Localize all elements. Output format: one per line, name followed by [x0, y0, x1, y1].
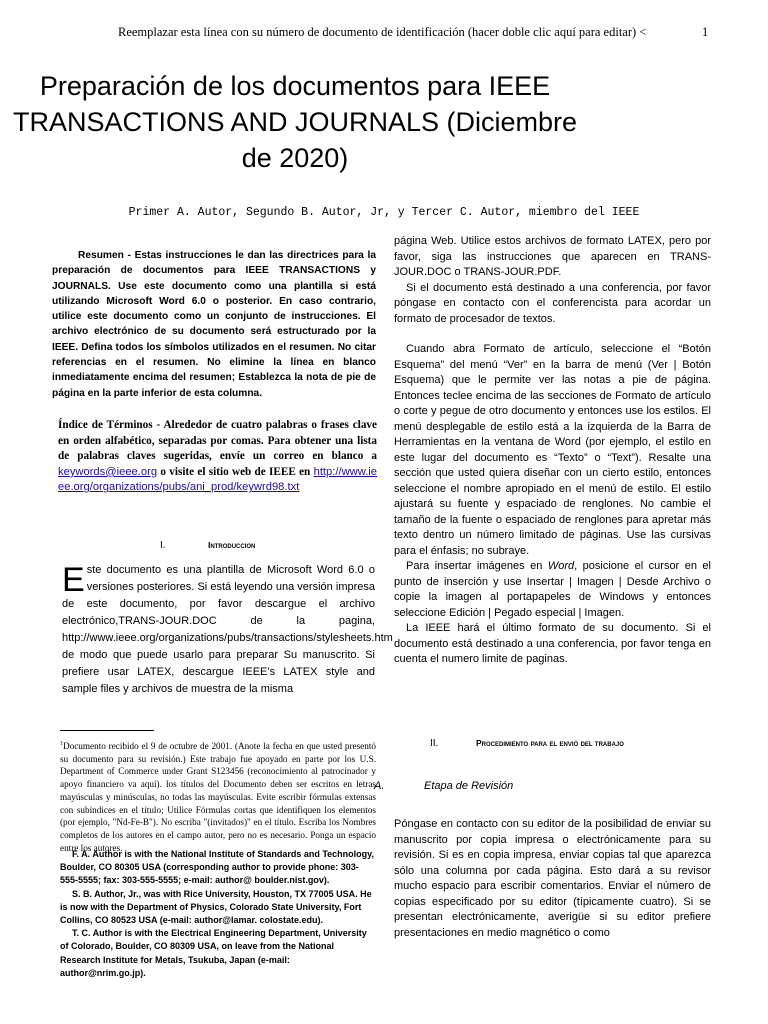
index-terms-middle: o visite el sitio web de IEEE en — [160, 465, 311, 478]
col2-p4-italic: Word — [547, 560, 575, 572]
running-head: Reemplazar esta línea con su número de documento de identificación (hacer doble clic aquí para editar) < — [118, 25, 647, 39]
col2-paragraph-5: La IEEE hará el último formato de su documento. Si el documento está destinado a una conferencia, por favor tenga en cuenta el numero limite de paginas. — [394, 622, 711, 665]
subsection-a-title: Etapa de Revisión — [424, 780, 514, 792]
author-affiliations — [60, 848, 376, 980]
section-1-body — [62, 561, 393, 698]
col2-paragraph-2: Si el documento está destinado a una conferencia, por favor póngase en contacto con el conferencista para acordar un formato de procesador de textos. — [394, 281, 711, 325]
column-2-text — [394, 234, 711, 668]
keywords-email-link[interactable]: keywords@ieee.org — [58, 465, 158, 478]
page-title: Preparación de los documentos para IEEE TRANSACTIONS AND JOURNALS (Diciembre de 2020) — [12, 71, 578, 173]
col2-p4-after: , posicione el cursor en el punto de inserción y use Insertar | Imagen | Desde Archivo o copie la imagen al portapapeles de Windows y entonces seleccione Edición | Pegado especial | Imagen. — [394, 560, 711, 619]
section-1-title: Introduccion — [208, 540, 256, 550]
index-terms-text: Índice de Términos - Alrededor de cuatro palabras o frases clave en orden alfabético, separadas por comas. Para obtener una lista de palabras claves sugeridas, envíe un correo en blanco a — [58, 419, 377, 463]
footnote-received-text: Documento recibido el 9 de octubre de 2001. (Anote la fecha en que usted presentó su documento para su revisión.) Este trabajo fue apoyado en parte por los U.S. Department of Commerce under Grant S123456 (reconocimiento al patrocinador y apoyo financiero va aquí). los títulos del Documento deben ser escritos en letras mayúsculas y minúsculas, no todas las mayúsculas. Evite escribir fórmulas extensas con subíndices en el título; Utilice Fórmulas cortas que identifiquen los elementos (por ejemplo, "Nd-Fe-B"). No escriba "(invitados)" en el título. Escriba los Nombres completos de los autores en el campo autor, pero no es necesario. Ponga un espacio entre los autores. — [60, 741, 376, 853]
section-2-body: Póngase en contacto con su editor de la posibilidad de enviar su manuscrito por copia impresa o electrónicamente para su revisión. Si es en copia impresa, enviar copias tal que aparezca sólo una columna por cada página. Esto dará a su revisor mucho espacio para escribir comentarios. Enviar el número de copias especificado por su editor (típicamente cuatro). Si se presentan electrónicamente, averigüe si su editor prefiere presentaciones en medio magnético o como — [394, 818, 711, 939]
subsection-a-heading — [374, 780, 513, 792]
drop-cap: E — [62, 561, 85, 599]
section-1-number: I. — [160, 540, 166, 551]
page-number: 1 — [702, 25, 709, 39]
col2-p4-before: Para insertar imágenes en — [406, 560, 548, 572]
author-line: Primer A. Autor, Segundo B. Autor, Jr, y Tercer C. Autor, miembro del IEEE — [128, 206, 640, 219]
subsection-a-number: A. — [374, 780, 385, 792]
footnote-marker: 1 — [60, 741, 63, 747]
section-2-title: Procedimiento para el envió del trabajo — [476, 738, 624, 748]
footnote-received — [60, 738, 376, 854]
affiliation-author-a: F. A. Author is with the National Institute of Standards and Technology, Boulder, CO 80305 USA (corresponding author to provide phone: 303-555-5555; fax: 303-555-5555; e-mail: author@ boulder.nist.gov). — [60, 849, 375, 886]
section-1-heading — [160, 540, 255, 551]
ieee-keywords-url-link[interactable]: http://www.ieee.org/organizations/pubs/ani_prod/keywrd98.txt — [58, 465, 378, 494]
col2-paragraph-1: página Web. Utilice estos archivos de formato LATEX, pero por favor, siga las instrucciones que aparecen en TRANS-JOUR.DOC o TRANS-JOUR.PDF. — [394, 235, 711, 278]
footnote-divider — [60, 730, 154, 731]
section-2-heading — [430, 738, 624, 749]
col2-paragraph-4 — [394, 559, 711, 621]
affiliation-author-c: T. C. Author is with the Electrical Engineering Department, University of Colorado, Boulder, CO 80309 USA, on leave from the National Research Institute for Metals, Tsukuba, Japan (e-mail: author@nrim.go.jp). — [60, 928, 367, 978]
affiliation-author-b: S. B. Author, Jr., was with Rice University, Houston, TX 77005 USA. He is now with the Department of Physics, Colorado State University, Fort Collins, CO 80523 USA (e-mail: author@lamar. colostate.edu). — [60, 888, 372, 926]
section-1-text: ste documento es una plantilla de Microsoft Word 6.0 o versiones posteriores. Si está leyendo una versión impresa de este documento, por favor descargue el archivo electrónico,TRANS-JOUR.DOC de la pagina, http://www.ieee.org/organizations/pubs/transactions/stylesheets.htm de modo que puede usarlo para preparar Su manuscrito. Si prefiere usar LATEX, descargue IEEE’s LATEX style and sample files y archivos de muestra de la misma — [62, 564, 393, 695]
col2-paragraph-3: Cuando abra Formato de artículo, seleccione el “Botón Esquema” del menú “Ver” en la barra de menú (Ver | Botón Esquema) que le permite ver las notas a pie de página. Entonces teclee encima de las secciones de Formato de artículo o corte y pegue de otro documento y entonces use los estilos. El menú desplegable de estilo está a la izquierda de la Barra de Herramientas en la ventana de Word (por ejemplo, el estilo en este lugar del documento es “Texto” o “Text”). Resalte una sección que usted quiera diseñar con un cierto estilo, entonces seleccione el nombre apropiado en el menú de estilo. El estilo ajustará su fuente y espaciado de renglones. No cambie el tamaño de la fuente o espaciado de renglones para apretar más texto dentro un número limitado de páginas. Use las cursivas para el énfasis; no subraye. — [394, 343, 711, 557]
index-terms — [58, 418, 377, 496]
section-2-number: II. — [430, 738, 439, 749]
abstract: Resumen - Estas instrucciones le dan las directrices para la preparación de documentos para IEEE TRANSACTIONS y JOURNALS. Use este documento como una plantilla si está utilizando Microsoft Word 6.0 o posterior. En caso contrario, utilice este documento como un conjunto de instrucciones. El archivo electrónico de su documento será estructurado por la IEEE. Defina todos los símbolos utilizados en el resumen. No citar referencias en el resumen. No elimine la línea en blanco inmediatamente encima del resumen; Establezca la nota de pie de página en la parte inferior de esta columna. — [52, 250, 376, 399]
